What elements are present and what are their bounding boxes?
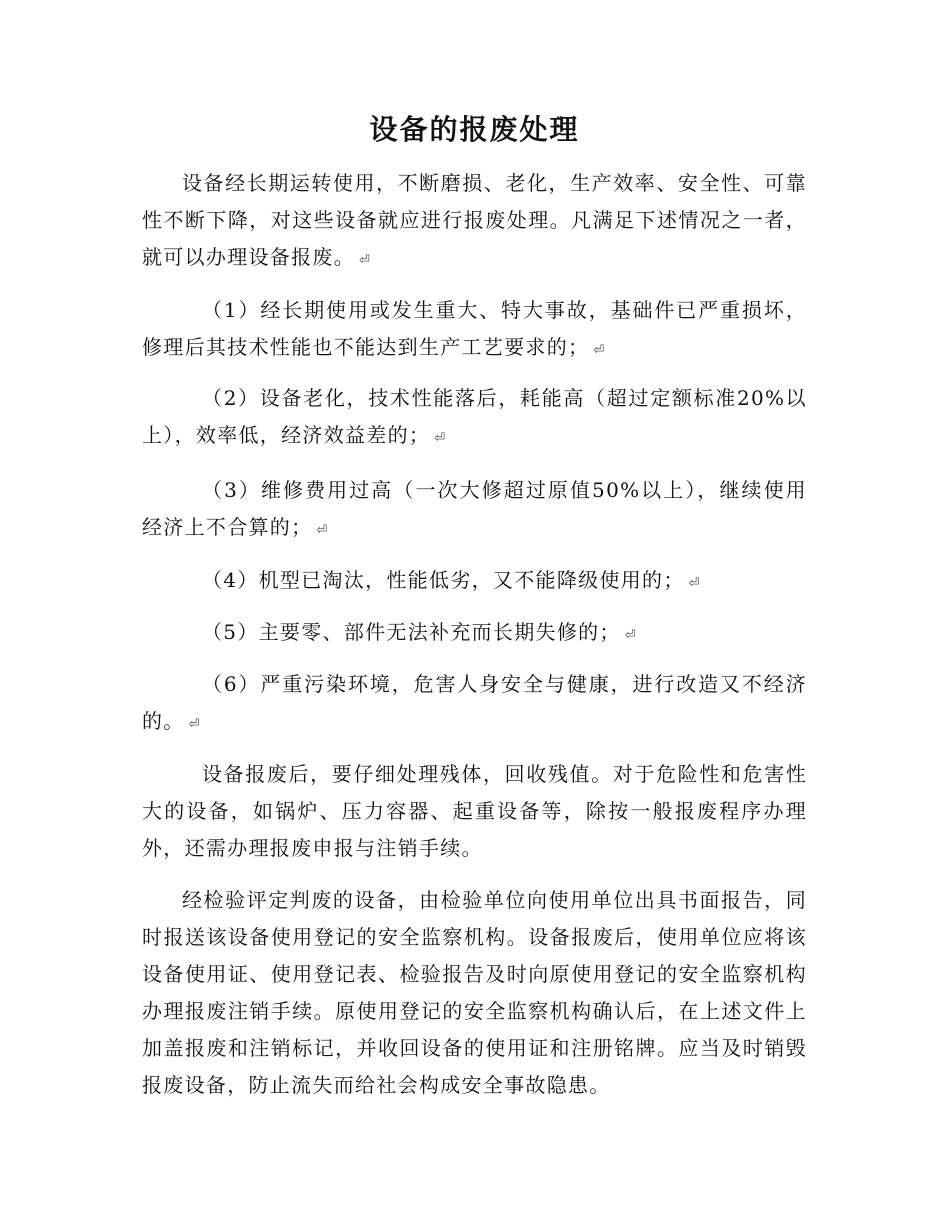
list-item (142, 562, 807, 602)
paragraph-mark-icon: ⏎ (688, 576, 700, 591)
paragraph-mark-icon: ⏎ (188, 717, 200, 732)
list-item (142, 380, 807, 457)
list-item (142, 666, 807, 743)
list-item-text: （6）严重污染环境，危害人身安全与健康，进行改造又不经济的。 (142, 672, 807, 733)
body-paragraph: 设备报废后，要仔细处理残体，回收残值。对于危险性和危害性大的设备，如锅炉、压力容器、起重设备等，除按一般报废程序办理外，还需办理报废申报与注销手续。 (142, 762, 807, 860)
intro-paragraph (142, 165, 807, 279)
list-item-text: （4）机型已淘汰，性能低劣，又不能降级使用的； (202, 568, 685, 592)
paragraph-mark-icon: ⏎ (593, 343, 605, 358)
page-title: 设备的报废处理 (369, 113, 580, 146)
list-item (142, 472, 807, 549)
list-item-text: （3）维修费用过高（一次大修超过原值50%以上），继续使用经济上不合算的； (142, 478, 807, 539)
paragraph-mark-icon: ⏎ (624, 628, 636, 643)
body-paragraph: 经检验评定判废的设备，由检验单位向使用单位出具书面报告，同时报送该设备使用登记的安全监察机构。设备报废后，使用单位应将该设备使用证、使用登记表、检验报告及时向原使用登记的安全监察机构办理报废注销手续。原使用登记的安全监察机构确认后，在上述文件上加盖报废和注销标记，并收回设备的使用证和注册铭牌。应当及时销毁报废设备，防止流失而给社会构成安全事故隐患。 (142, 888, 807, 1097)
list-item-text: （5）主要零、部件无法补充而长期失修的； (202, 620, 621, 644)
list-item-text: （1）经长期使用或发生重大、特大事故，基础件已严重损坏，修理后其技术性能也不能达到生产工艺要求的； (142, 298, 807, 359)
list-item (142, 292, 807, 369)
paragraph-mark-icon: ⏎ (434, 431, 446, 446)
paragraph-mark-icon: ⏎ (359, 253, 370, 268)
paragraph-mark-icon: ⏎ (316, 523, 328, 538)
intro-text: 设备经长期运转使用，不断磨损、老化，生产效率、安全性、可靠性不断下降，对这些设备就应进行报废处理。凡满足下述情况之一者，就可以办理设备报废。 (142, 171, 807, 269)
list-item (142, 614, 807, 654)
list-item-text: （2）设备老化，技术性能落后，耗能高（超过定额标准20%以上），效率低，经济效益差的； (142, 386, 807, 447)
